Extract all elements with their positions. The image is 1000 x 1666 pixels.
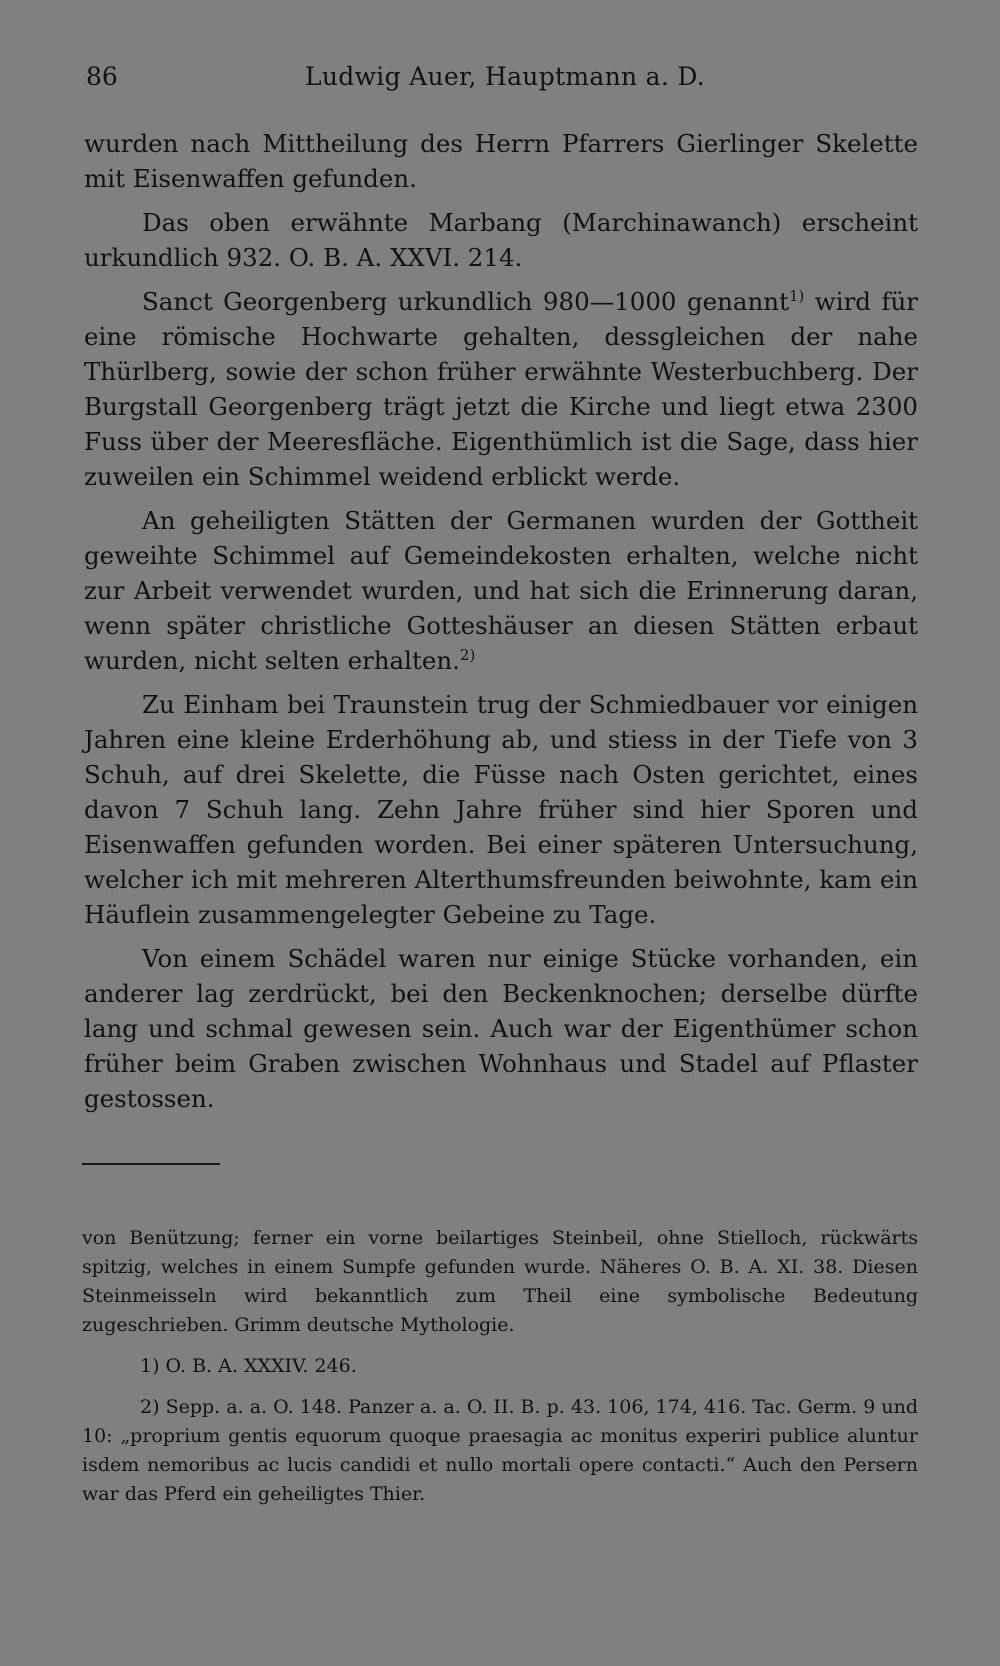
- paragraph-text: Von einem Schädel waren nur einige Stücke vorhanden, ein anderer lag zerdrückt, bei den Beckenknochen; derselbe dürfte lang und schmal gewesen sein. Auch war der Eigenthümer schon früher beim Graben zwischen Wohnhaus und Stadel auf Pflaster gestossen.: [84, 944, 918, 1113]
- footnote-ref-2[interactable]: 2): [459, 645, 476, 664]
- paragraph-schimmel: [84, 503, 918, 678]
- footnote-continuation: von Benützung; ferner ein vorne beilartiges Steinbeil, ohne Stielloch, rückwärts spitzig, welches in einem Sumpfe gefunden wurde. Näheres O. B. A. XI. 38. Diesen Steinmeisseln wird bekanntlich zum Theil eine symbolische Bedeutung zugeschrieben. Grimm deutsche Mythologie.: [82, 1227, 918, 1336]
- footnote-1: [82, 1352, 918, 1381]
- footnotes: [82, 1224, 918, 1521]
- footnote-divider: [82, 1163, 220, 1165]
- paragraph-text: An geheiligten Stätten der Germanen wurden der Gottheit geweihte Schimmel auf Gemeindekosten erhalten, welche nicht zur Arbeit verwendet wurden, und hat sich die Erinnerung daran, wenn später christliche Gotteshäuser an diesen Stätten erbaut wurden, nicht selten erhalten.: [84, 506, 918, 675]
- paragraph-georgenberg: [84, 284, 918, 494]
- paragraph-text: wird für eine römische Hochwarte gehalten, dessgleichen der nahe Thürlberg, sowie der schon früher erwähnte Westerbuchberg. Der Burgstall Georgenberg trägt jetzt die Kirche und liegt etwa 2300 Fuss über der Meeresfläche. Eigenthümlich ist die Sage, dass hier zuweilen ein Schimmel weidend erblickt werde.: [84, 287, 918, 491]
- paragraph-marbang: [84, 205, 918, 275]
- paragraph-text: Zu Einham bei Traunstein trug der Schmiedbauer vor einigen Jahren eine kleine Erderhöhung ab, und stiess in der Tiefe von 3 Schuh, auf drei Skelette, die Füsse nach Osten gerichtet, eines davon 7 Schuh lang. Zehn Jahre früher sind hier Sporen und Eisenwaffen gefunden worden. Bei einer späteren Untersuchung, welcher ich mit mehreren Alterthumsfreunden beiwohnte, kam ein Häuflein zusammengelegter Gebeine zu Tage.: [84, 690, 918, 929]
- paragraph-schaedel: [84, 941, 918, 1116]
- footnote-marker: 1): [140, 1355, 160, 1377]
- paragraph-text: Sanct Georgenberg urkundlich 980—1000 genannt: [142, 287, 789, 316]
- page-number: 86: [86, 62, 118, 91]
- footnote-text: O. B. A. XXXIV. 246.: [159, 1355, 357, 1377]
- paragraph-text: wurden nach Mittheilung des Herrn Pfarrers Gierlinger Skelette mit Eisenwaffen gefunden.: [84, 129, 918, 193]
- footnote-text: Sepp. a. a. O. 148. Panzer a. a. O. II. B. p. 43. 106, 174, 416. Tac. Germ. 9 und 10: „proprium gentis equorum quoque praesagia ac monitus experiri publice aluntur isdem nemoribus ac lucis candidi et nullo mortali opere contacti.“ Auch den Persern war das Pferd ein geheiligtes Thier.: [82, 1396, 918, 1505]
- paragraph-continuation: [84, 126, 918, 196]
- footnote-ref-1[interactable]: 1): [788, 286, 805, 305]
- running-head: Ludwig Auer, Hauptmann a. D.: [305, 62, 706, 91]
- footnote-marker: 2): [140, 1396, 160, 1418]
- body-text: [84, 126, 918, 1125]
- paragraph-einham: [84, 687, 918, 932]
- footnote-2: [82, 1393, 918, 1509]
- paragraph-text: Das oben erwähnte Marbang (Marchinawanch) erscheint urkundlich 932. O. B. A. XXVI. 214.: [84, 208, 918, 272]
